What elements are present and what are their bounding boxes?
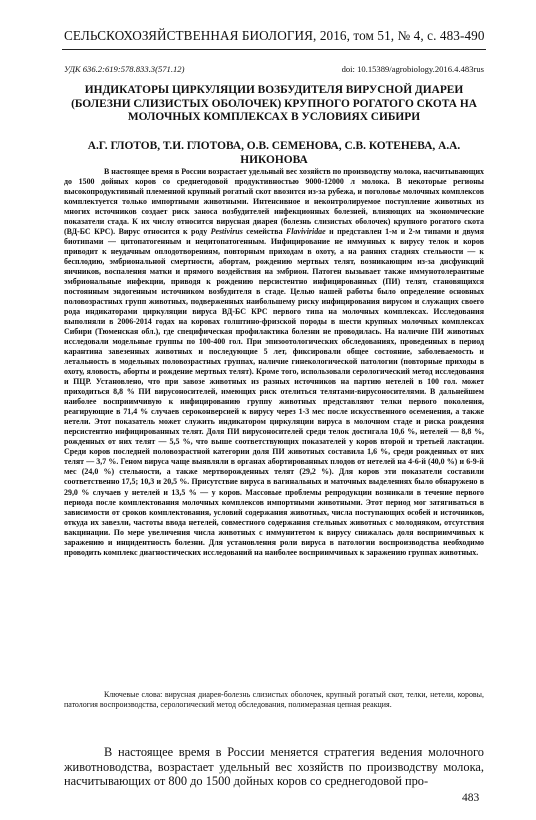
article-title: ИНДИКАТОРЫ ЦИРКУЛЯЦИИ ВОЗБУДИТЕЛЯ ВИРУСНОЙ ДИАРЕИ (БОЛЕЗНИ СЛИЗИСТЫХ ОБОЛОЧЕК) КРУПНОГО РОГАТОГО СКОТА НА МОЛОЧНЫХ КОМПЛЕКСАХ В УСЛОВИЯХ СИБИРИ (71, 84, 477, 124)
abstract (64, 167, 484, 558)
running-head: СЕЛЬСКОХОЗЯЙСТВЕННАЯ БИОЛОГИЯ, 2016, том 51, № 4, с. 483-490 (64, 28, 485, 43)
abstract-genus: Pestivirus (210, 227, 243, 237)
article-meta (64, 64, 484, 74)
abstract-part1: В настоящее время в России возрастает удельный вес хозяйств по производству молока, насчитывающих до 1500 дойных коров со среднегодовой продуктивностью 9000-12000 л молока. В некоторые регионы высокопродуктивный племенной крупный рогатый скот ввозится из-за рубежа, и поголовье молочных комплексов комплектуется только импортными животными. Интенсивное и неконтролируемое поступление животных из многих источников создает риск заноса возбудителей инфекционных болезней, влияющих на экономические показатели стада. К их числу относится вирусная диарея (болезнь слизистых оболочек) крупного рогатого скота (ВД-БС КРС). Вирус относится к роду (64, 167, 484, 237)
abstract-part2: семейства (242, 227, 286, 237)
doi: doi: 10.15389/agrobiology.2016.4.483rus (341, 64, 484, 74)
abstract-part3: и представлен 1-м и 2-м типами и двумя биотипами — цитопатогенным и нецитопатогенным. Инфицирование не иммунных к вирусу телок и коров приводит к неудачным оплодотворениям, повторным приходам в охоту, а на ранних стадиях стельности — к бесплодию, эмбриональной смертности, абортам, рождению мертвых телят, возникающим из-за дисфункций яичников, воспаления матки и прямого воздействия на эмбрион. Патоген вызывает также иммунотолерантные эмбриональные инфекции, приводя к рождению персистентно инфицированных (ПИ) телят, становящихся постоянным эндогенным источником возбудителя в стаде. Целью нашей работы было определение основных половозрастных групп животных, подверженных наибольшему риску инфицирования вирусом и служащих своего рода индикаторами циркуляции вируса ВД-БС КРС первого типа на молочных комплексах. Исследования выполняли в 2006-2014 годах на коровах голштино-фризской породы в шести крупных молочных комплексах Сибири (Тюменская обл.), где специфическая профилактика болезни не проводилась. На наличие ПИ животных исследовали модельные группы по 100-400 гол. При эпизоотологических обследованиях, проведенных в период карантина завезенных животных и последующие 5 лет, фиксировали общее состояние, заболеваемость и летальность в модельных половозрастных группах, наличие гинекологической патологии (повторные приходы в охоту, яловость, аборты и рождение мертвых телят). Кроме того, использовали серологический метод исследования и ПЦР. Установлено, что при завозе животных из разных источников на партию нетелей в 100 гол. может приходиться 8,8 % ПИ вирусоносителей, имеющих риск отелиться телятами-вирусоносителями. В дальнейшем наиболее восприимчивую к инфицированию группу животных представляют телки первого поколения, реагирующие в 71,4 % случаев сероконверсией к вирусу через 1-3 мес после искусственного осеменения, а также нетели. Этот показатель может служить индикатором циркуляции вируса в молочном стаде и риска рождения персистентно инфицированных телят. Доля ПИ вирусоносителей среди телок достигала 10,6 %, нетелей — 8,8 %, рожденных от них телят — 5,5 %, что выше соответствующих показателей у коров второй и третьей лактации. Среди коров последней половозрастной категории доля ПИ животных составила 1,6 %, среди рожденных от них телят — 3,7 %. Геном вируса чаще выявляли в органах абортированных плодов от нетелей на 4-6-й (40,0 %) и 6-9-й мес (24,0 %) стельности, а также мертворожденных телят (29,2 %). Для коров эти показатели составили соответственно 17,5; 10,3 и 20,5 %. Присутствие вируса в вагинальных и маточных выделениях было обнаружено в 29,0 % случаев у нетелей и 13,5 % — у коров. Массовые проблемы репродукции возникали в течение первого периода после комплектования молочных комплексов импортными животными. Этот период мог затягиваться в зависимости от сроков комплектования, условий содержания животных, числа поступающих особей и источников, откуда их завезли, частоты ввода нетелей, совместного содержания стельных животных с молодняком, отсутствия вакцинации. По мере увеличения числа животных с иммунитетом к вирусу снижалась доля восприимчивых к заражению и инцидентность болезни. Для установления роли вируса в патологии воспроизводства необходимо проводить комплекс диагностических исследований на наиболее восприимчивых к заражению группах животных. (64, 227, 484, 557)
abstract-family: Flaviviridae (285, 227, 326, 237)
header-rule (62, 49, 486, 50)
body-paragraph: В настоящее время в России меняется стратегия ведения молочного животноводства, возрастает удельный вес хозяйств по производству молока, насчитывающих от 800 до 1500 дойных коров со среднегодовой про- (64, 745, 484, 789)
keywords: Ключевые слова: вирусная диарея-болезнь слизистых оболочек, крупный рогатый скот, телки, нетели, коровы, патология воспроизводства, серологический метод обследования, полимеразная цепная реакция. (64, 690, 484, 710)
authors: А.Г. ГЛОТОВ, Т.И. ГЛОТОВА, О.В. СЕМЕНОВА, С.В. КОТЕНЕВА, А.А. НИКОНОВА (87, 140, 461, 166)
udc-code: УДК 636.2:619:578.833.3(571.12) (64, 64, 185, 74)
page-number: 483 (462, 792, 480, 804)
